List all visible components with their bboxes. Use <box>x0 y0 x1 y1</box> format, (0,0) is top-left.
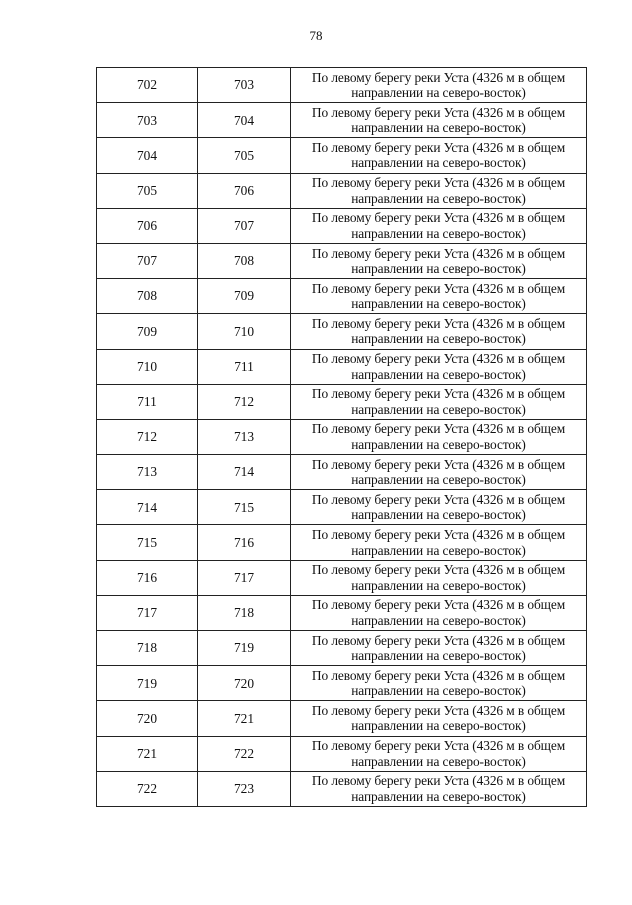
point-to-cell: 720 <box>198 666 291 701</box>
point-to-cell: 709 <box>198 279 291 314</box>
point-from-cell: 719 <box>97 666 198 701</box>
boundary-description-cell: По левому берегу реки Уста (4326 м в общем направлении на северо-восток) <box>291 701 587 736</box>
table-row <box>97 314 587 349</box>
point-to-cell: 706 <box>198 173 291 208</box>
table-row <box>97 490 587 525</box>
table-row <box>97 419 587 454</box>
table-row <box>97 560 587 595</box>
boundary-description-cell: По левому берегу реки Уста (4326 м в общем направлении на северо-восток) <box>291 349 587 384</box>
point-to-cell: 718 <box>198 595 291 630</box>
boundary-description-cell: По левому берегу реки Уста (4326 м в общем направлении на северо-восток) <box>291 455 587 490</box>
boundary-description-cell: По левому берегу реки Уста (4326 м в общем направлении на северо-восток) <box>291 173 587 208</box>
point-from-cell: 716 <box>97 560 198 595</box>
point-from-cell: 714 <box>97 490 198 525</box>
point-to-cell: 712 <box>198 384 291 419</box>
point-from-cell: 715 <box>97 525 198 560</box>
table-row <box>97 771 587 806</box>
table-row <box>97 279 587 314</box>
point-to-cell: 717 <box>198 560 291 595</box>
table-row <box>97 349 587 384</box>
point-to-cell: 704 <box>198 103 291 138</box>
table-row <box>97 631 587 666</box>
point-from-cell: 720 <box>97 701 198 736</box>
point-to-cell: 711 <box>198 349 291 384</box>
table-row <box>97 455 587 490</box>
page-number: 78 <box>309 28 323 43</box>
boundary-description-cell: По левому берегу реки Уста (4326 м в общем направлении на северо-восток) <box>291 736 587 771</box>
point-to-cell: 705 <box>198 138 291 173</box>
table-row <box>97 736 587 771</box>
point-from-cell: 707 <box>97 243 198 278</box>
table-row <box>97 384 587 419</box>
table-row <box>97 595 587 630</box>
point-from-cell: 711 <box>97 384 198 419</box>
boundary-description-cell: По левому берегу реки Уста (4326 м в общем направлении на северо-восток) <box>291 138 587 173</box>
point-from-cell: 708 <box>97 279 198 314</box>
boundary-description-cell: По левому берегу реки Уста (4326 м в общем направлении на северо-восток) <box>291 595 587 630</box>
point-from-cell: 704 <box>97 138 198 173</box>
table-row <box>97 243 587 278</box>
point-to-cell: 710 <box>198 314 291 349</box>
boundary-description-cell: По левому берегу реки Уста (4326 м в общем направлении на северо-восток) <box>291 68 587 103</box>
point-from-cell: 713 <box>97 455 198 490</box>
table-row <box>97 68 587 103</box>
point-to-cell: 721 <box>198 701 291 736</box>
table-row <box>97 666 587 701</box>
point-to-cell: 708 <box>198 243 291 278</box>
boundary-description-cell: По левому берегу реки Уста (4326 м в общем направлении на северо-восток) <box>291 419 587 454</box>
point-from-cell: 712 <box>97 419 198 454</box>
point-from-cell: 710 <box>97 349 198 384</box>
boundary-description-cell: По левому берегу реки Уста (4326 м в общем направлении на северо-восток) <box>291 103 587 138</box>
point-to-cell: 714 <box>198 455 291 490</box>
table-body <box>97 68 587 807</box>
table-row <box>97 701 587 736</box>
table-row <box>97 103 587 138</box>
table-row <box>97 173 587 208</box>
point-from-cell: 706 <box>97 208 198 243</box>
point-to-cell: 713 <box>198 419 291 454</box>
point-to-cell: 723 <box>198 771 291 806</box>
table-row <box>97 525 587 560</box>
point-from-cell: 717 <box>97 595 198 630</box>
point-from-cell: 705 <box>97 173 198 208</box>
boundary-table <box>96 67 587 807</box>
point-from-cell: 709 <box>97 314 198 349</box>
boundary-description-cell: По левому берегу реки Уста (4326 м в общем направлении на северо-восток) <box>291 631 587 666</box>
point-from-cell: 718 <box>97 631 198 666</box>
boundary-description-cell: По левому берегу реки Уста (4326 м в общем направлении на северо-восток) <box>291 560 587 595</box>
table-row <box>97 208 587 243</box>
boundary-description-cell: По левому берегу реки Уста (4326 м в общем направлении на северо-восток) <box>291 208 587 243</box>
point-to-cell: 707 <box>198 208 291 243</box>
point-from-cell: 721 <box>97 736 198 771</box>
point-from-cell: 703 <box>97 103 198 138</box>
boundary-description-cell: По левому берегу реки Уста (4326 м в общем направлении на северо-восток) <box>291 490 587 525</box>
point-to-cell: 703 <box>198 68 291 103</box>
boundary-description-cell: По левому берегу реки Уста (4326 м в общем направлении на северо-восток) <box>291 314 587 349</box>
boundary-description-cell: По левому берегу реки Уста (4326 м в общем направлении на северо-восток) <box>291 243 587 278</box>
point-to-cell: 722 <box>198 736 291 771</box>
point-from-cell: 702 <box>97 68 198 103</box>
boundary-description-cell: По левому берегу реки Уста (4326 м в общем направлении на северо-восток) <box>291 771 587 806</box>
point-to-cell: 715 <box>198 490 291 525</box>
boundary-description-cell: По левому берегу реки Уста (4326 м в общем направлении на северо-восток) <box>291 384 587 419</box>
boundary-description-cell: По левому берегу реки Уста (4326 м в общем направлении на северо-восток) <box>291 279 587 314</box>
boundary-description-cell: По левому берегу реки Уста (4326 м в общем направлении на северо-восток) <box>291 525 587 560</box>
point-from-cell: 722 <box>97 771 198 806</box>
point-to-cell: 716 <box>198 525 291 560</box>
boundary-description-cell: По левому берегу реки Уста (4326 м в общем направлении на северо-восток) <box>291 666 587 701</box>
point-to-cell: 719 <box>198 631 291 666</box>
table-row <box>97 138 587 173</box>
